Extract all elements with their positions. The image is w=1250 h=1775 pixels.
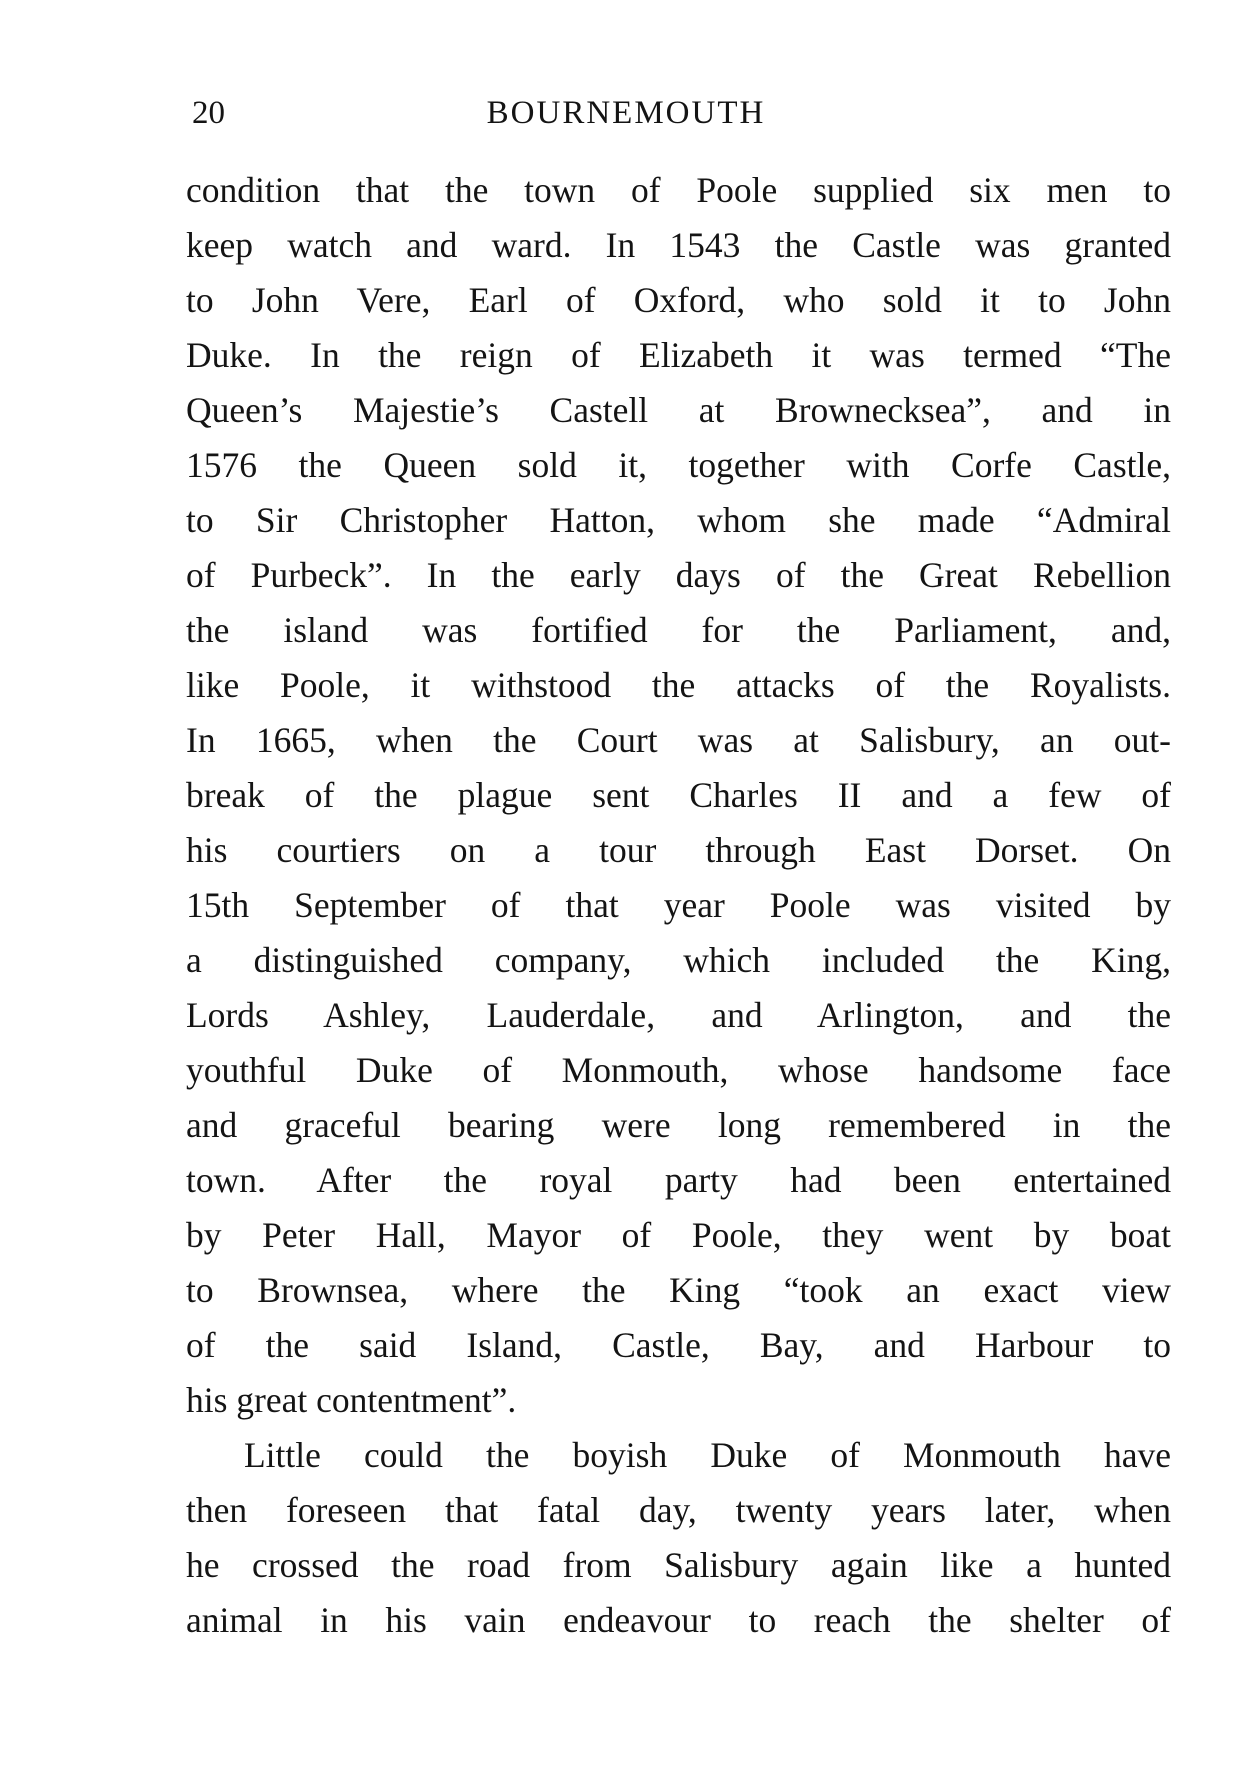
text-line: 15th September of that year Poole was visited by bbox=[186, 885, 1171, 925]
text-line: 1576 the Queen sold it, together with Corfe Castle, bbox=[186, 445, 1171, 485]
text-line: by Peter Hall, Mayor of Poole, they went by boat bbox=[186, 1215, 1171, 1255]
page-number: 20 bbox=[192, 95, 225, 131]
text-line: break of the plague sent Charles II and a few of bbox=[186, 775, 1171, 815]
text-line: he crossed the road from Salisbury again like a hunted bbox=[186, 1545, 1171, 1585]
text-line: to John Vere, Earl of Oxford, who sold it to John bbox=[186, 280, 1171, 320]
running-header bbox=[186, 88, 1186, 138]
text-line: his great contentment”. bbox=[186, 1380, 517, 1420]
text-line: and graceful bearing were long remembered in the bbox=[186, 1105, 1171, 1145]
text-line: Lords Ashley, Lauderdale, and Arlington, and the bbox=[186, 995, 1171, 1035]
running-title: BOURNEMOUTH bbox=[486, 95, 766, 131]
text-line: In 1665, when the Court was at Salisbury, an out- bbox=[186, 720, 1171, 760]
text-line: the island was fortified for the Parliament, and, bbox=[186, 610, 1171, 650]
text-line: Duke. In the reign of Elizabeth it was termed “The bbox=[186, 335, 1171, 375]
text-line: Little could the boyish Duke of Monmouth have bbox=[244, 1435, 1171, 1475]
text-line: to Brownsea, where the King “took an exact view bbox=[186, 1270, 1171, 1310]
text-line: youthful Duke of Monmouth, whose handsome face bbox=[186, 1050, 1171, 1090]
text-line: town. After the royal party had been entertained bbox=[186, 1160, 1171, 1200]
body-text bbox=[186, 163, 1171, 1648]
paragraph bbox=[186, 1428, 1171, 1648]
text-line: condition that the town of Poole supplied six men to bbox=[186, 170, 1171, 210]
text-line: keep watch and ward. In 1543 the Castle was granted bbox=[186, 225, 1171, 265]
text-line: of Purbeck”. In the early days of the Great Rebellion bbox=[186, 555, 1171, 595]
text-line: Queen’s Majestie’s Castell at Brownecksea”, and in bbox=[186, 390, 1171, 430]
text-line: a distinguished company, which included the King, bbox=[186, 940, 1171, 980]
text-line: animal in his vain endeavour to reach the shelter of bbox=[186, 1600, 1171, 1640]
paragraph bbox=[186, 163, 1171, 1428]
text-line: to Sir Christopher Hatton, whom she made “Admiral bbox=[186, 500, 1171, 540]
text-line: his courtiers on a tour through East Dorset. On bbox=[186, 830, 1171, 870]
text-line: of the said Island, Castle, Bay, and Harbour to bbox=[186, 1325, 1171, 1365]
text-line: then foreseen that fatal day, twenty years later, when bbox=[186, 1490, 1171, 1530]
text-line: like Poole, it withstood the attacks of the Royalists. bbox=[186, 665, 1171, 705]
